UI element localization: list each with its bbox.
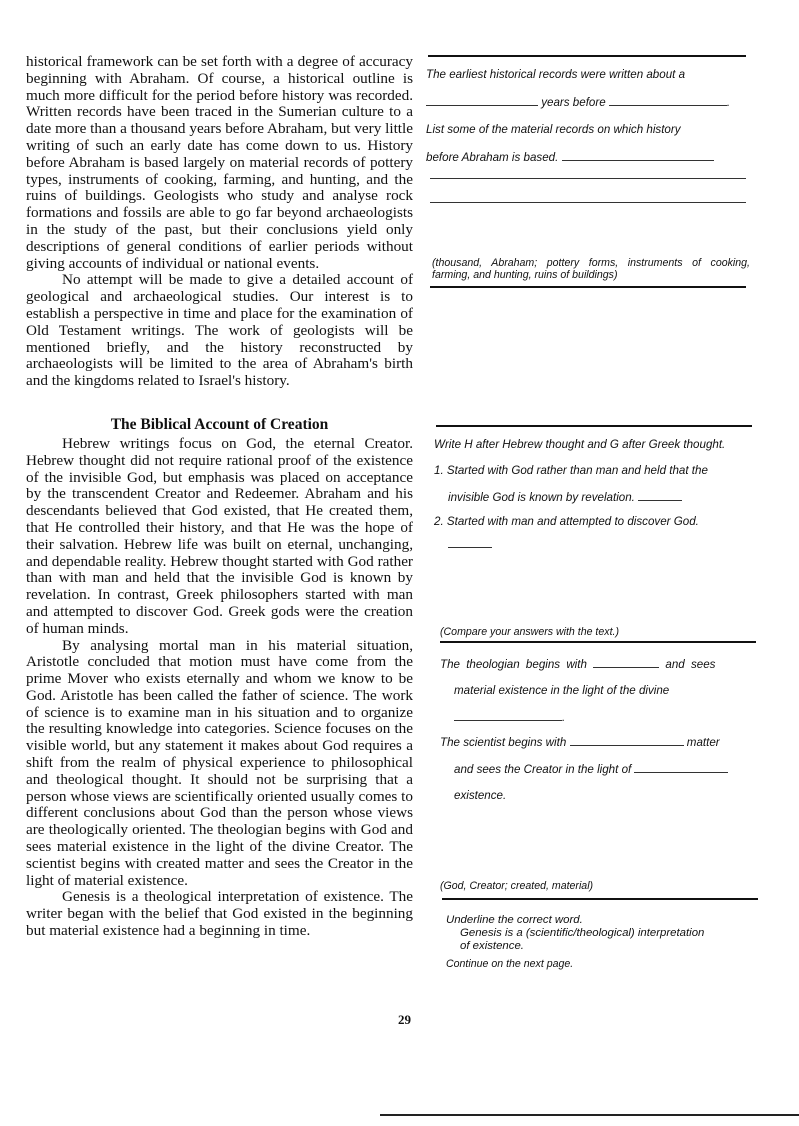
statement-text: existence.: [454, 789, 507, 802]
statement-text: The scientist begins with matter: [440, 736, 720, 749]
answer-line[interactable]: [430, 178, 746, 179]
statement-text: The theologian begins with and sees: [440, 658, 716, 671]
question-text: before Abraham is based.: [426, 150, 756, 165]
sentence-text: Genesis is a (scientific/theological) interpretation: [460, 927, 705, 939]
answer-key: (thousand, Abraham; pottery forms, instruments of cooking, farming, and hunting, ruins of buildings): [432, 257, 750, 281]
paragraph-genesis: Genesis is a theological interpretation of existence. The writer began with the belief that God existed in the beginning but material existence had a beginning in time.: [26, 888, 413, 940]
divider-rule: [430, 286, 746, 288]
bottom-rule: [380, 1114, 799, 1116]
instruction-text: Write H after Hebrew thought and G after Greek thought.: [434, 438, 726, 451]
section-heading: The Biblical Account of Creation: [110, 415, 329, 433]
paragraph-no-attempt: No attempt will be made to give a detailed account of geological and archaeological studies. Our interest is to establish a perspective in time and place for the examination of Old Testament writings. The work of geologists will be mentioned briefly, and the history reconstructed by archaeologists will be limited to the area of Abraham's birth and the kingdoms related to Israel's history.: [26, 271, 413, 390]
answer-line[interactable]: [430, 202, 746, 203]
question-text: The earliest historical records were written about a: [426, 68, 686, 81]
paragraph-aristotle: By analysing mortal man in his material situation, Aristotle concluded that motion must have come from the prime Mover who exists eternally and whom we know to be God. Aristotle has been called the father of science. The work of science is to examine man in his situation and to organize the resulting knowledge into categories. Science focuses on the visible world, but any statement it makes about God requires a shift from the realm of physical experience to philosophical and theological thought. It should not be surprising that a person whose views are scientifically oriented usually comes to different conclusions about God than the person whose views are theologically oriented. The theologian begins with God and sees material existence in the light of the divine Creator. The scientist begins with created matter and sees the Creator in the light of material existence.: [26, 636, 413, 889]
question-text: List some of the material records on which history: [426, 123, 681, 136]
paragraph-history-framework: historical framework can be set forth with a degree of accuracy beginning with Abraham. Of course, a historical outline is much more difficult for the period before history was recorded. Written records have been traced in the Sumerian culture to a date more than a thousand years before Abraham, but very little writing of such an early date has come down to us. History before Abraham is based largely on material records of pottery types, instruments of cooking, farming, and hunting, and the ruins of buildings. Geologists who study and analyse rock formations and fossils are able to go far beyond archaeologists in the study of the past, but their conclusions yield only descriptions of general conditions of earlier periods without giving accounts of individual or national events.: [26, 53, 413, 272]
page-number: 29: [398, 1012, 411, 1027]
question-text: years before .: [426, 95, 756, 110]
answer-blank[interactable]: [454, 710, 562, 721]
divider-rule: [428, 55, 746, 57]
statement-text: .: [440, 710, 760, 725]
paragraph-hebrew-writings: Hebrew writings focus on God, the eternal Creator. Hebrew thought did not require rational proof of the existence of the invisible God, but emphasis was placed on acceptance by the transcendent Creator and Redeemer. Abraham and his descendants believed that God existed, that He created them, that He controlled their history, and that He was the hope of their salvation. Hebrew life was built on eternal, unchanging, and dependable reality. Hebrew thought started with God rather than with man and held that the invisible God is known by revelation. In contrast, Greek philosophers started with man and attempted to discover God. Greek gods were the creation of human minds.: [26, 434, 413, 637]
answer-blank[interactable]: [634, 762, 728, 773]
item-text: invisible God is known by revelation.: [434, 490, 756, 505]
item-text: 2. Started with man and attempted to discover God.: [434, 515, 699, 528]
answer-blank[interactable]: [562, 150, 714, 161]
statement-text: material existence in the light of the divine: [454, 684, 670, 697]
statement-text: and sees the Creator in the light of: [440, 762, 760, 777]
continue-note: Continue on the next page.: [446, 958, 574, 970]
instruction-text: Underline the correct word.: [446, 914, 583, 926]
answer-key: (Compare your answers with the text.): [440, 626, 619, 638]
exercise-block-3: [440, 657, 760, 803]
answer-blank[interactable]: [570, 735, 684, 746]
answer-blank[interactable]: [638, 490, 682, 501]
exercise-block-1: [426, 68, 756, 165]
divider-rule: [442, 898, 758, 900]
item-text: 1. Started with God rather than man and held that the: [434, 464, 708, 477]
answer-blank[interactable]: [593, 657, 659, 668]
sentence-text: of existence.: [460, 940, 524, 952]
exercise-block-2: [434, 438, 756, 552]
answer-blank[interactable]: [448, 537, 492, 548]
answer-blank[interactable]: [609, 95, 727, 106]
divider-rule: [440, 641, 756, 643]
answer-blank[interactable]: [426, 95, 538, 106]
divider-rule: [436, 425, 752, 427]
item-text: [434, 537, 756, 552]
main-text-column: [26, 54, 413, 940]
exercise-block-4: [446, 914, 768, 971]
answer-key: (God, Creator; created, material): [440, 880, 594, 892]
